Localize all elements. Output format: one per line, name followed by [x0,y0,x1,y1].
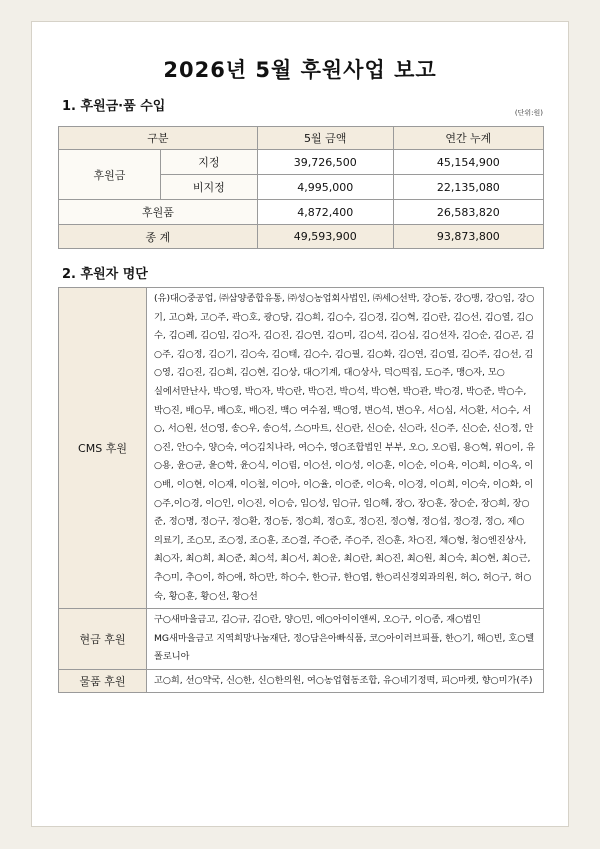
table-row [59,200,544,225]
annual-amount: 93,873,800 [393,225,543,249]
row-label: 후원품 [59,200,258,225]
table-row [59,669,544,693]
row-label: 지정 [160,150,257,175]
table-row [59,609,544,670]
header-month: 5월 금액 [257,127,393,150]
table-row [59,150,544,175]
month-amount: 49,593,900 [257,225,393,249]
month-amount: 4,872,400 [257,200,393,225]
income-table [58,126,544,249]
unit-label: (단위:원) [514,109,543,117]
donor-category: 현금 후원 [59,609,147,670]
header-category: 구분 [59,127,258,150]
donor-list: 고○희, 선○약국, 신○한, 신○한의원, 여○농업협동조합, 유○네기정떡, 피○마켓, 향○미가(주) [147,669,544,693]
donor-category: 물품 후원 [59,669,147,693]
annual-amount: 45,154,900 [393,150,543,175]
page-title: 2026년 5월 후원사업 보고 [163,58,437,82]
donor-category: CMS 후원 [59,288,147,609]
report-page [31,21,569,827]
table-row [59,288,544,609]
row-label: 비지정 [160,175,257,200]
table-row-total [59,225,544,249]
section-heading-income: 1. 후원금·품 수입 [62,99,166,114]
section-heading-donors: 2. 후원자 명단 [62,267,148,282]
group-label-donation: 후원금 [59,150,161,200]
income-table-header [59,127,544,150]
month-amount: 39,726,500 [257,150,393,175]
annual-amount: 26,583,820 [393,200,543,225]
annual-amount: 22,135,080 [393,175,543,200]
donor-list: 구○새마을금고, 김○규, 김○란, 양○민, 에○아이이앤씨, 오○구, 이○종, 재○법인 MG새마을금고 지역희망나눔재단, 정○담은아빠식품, 코○아이러브피플, 한○기, 해○빈, 호○텔 폴로니아 [147,609,544,670]
month-amount: 4,995,000 [257,175,393,200]
header-annual: 연간 누계 [393,127,543,150]
donor-table [58,287,544,693]
row-label: 종 계 [59,225,258,249]
donor-list: (유)대○중공업, ㈜삼양종합유통, ㈜성○농업회사법인, ㈜세○선박, 강○동, 강○맹, 강○임, 강○기, 고○화, 고○주, 곽○호, 광○당, 김○희, 김○수, 김○경, 김○혁, 김○란, 김○선, 김○열, 김○수, 김○례, 김○임, 김○자, 김○진, 김○연, 김○미, 김○석, 김○심, 김○선자, 김○순, 김○곤, 김○주, 김○정, 김○기, 김○숙, 김○태, 김○수, 김○필, 김○화, 김○연, 김○열, 김○주, 김○선, 김○영, 김○진, 김○희, 김○현, 김○상, 대○기계, 대○상사, 덕○떡집, 도○주, 맹○자, 모○실에서만난사, 박○영, 박○자, 박○란, 박○건, 박○석, 박○현, 박○관, 박○경, 박○준, 박○수, 박○진, 배○무, 배○호, 배○진, 백○ 여수점, 백○영, 변○석, 변○우, 서○심, 서○환, 서○수, 서○, 서○원, 선○영, 송○우, 송○석, 스○마트, 신○란, 신○순, 신○라, 신○주, 신○순, 신○정, 안○진, 안○수, 양○숙, 여○김치나라, 여○수, 영○조합법인 부부, 오○, 오○림, 용○혁, 위○이, 유○용, 윤○균, 윤○학, 윤○식, 이○림, 이○선, 이○성, 이○훈, 이○순, 이○육, 이○희, 이○옥, 이○배, 이○현, 이○재, 이○철, 이○아, 이○율, 이○준, 이○육, 이○경, 이○희, 이○숙, 이○화, 이○주,이○경, 이○인, 이○진, 이○승, 임○성, 임○규, 임○해, 장○, 장○훈, 장○순, 장○희, 장○준, 정○명, 정○구, 정○환, 정○동, 정○희, 정○호, 정○진, 정○형, 정○섭, 정○경, 정○, 제○의료기, 조○모, 조○정, 조○훈, 조○결, 주○준, 주○주, 진○훈, 차○진, 채○형, 청○엔진상사, 최○자, 최○희, 최○준, 최○석, 최○서, 최○운, 최○란, 최○진, 최○원, 최○숙, 최○현, 최○근, 추○미, 추○이, 하○애, 하○만, 하○수, 한○규, 한○엽, 한○리신경외과의원, 허○, 허○구, 허○숙, 황○훈, 황○선, 황○선 [147,288,544,609]
